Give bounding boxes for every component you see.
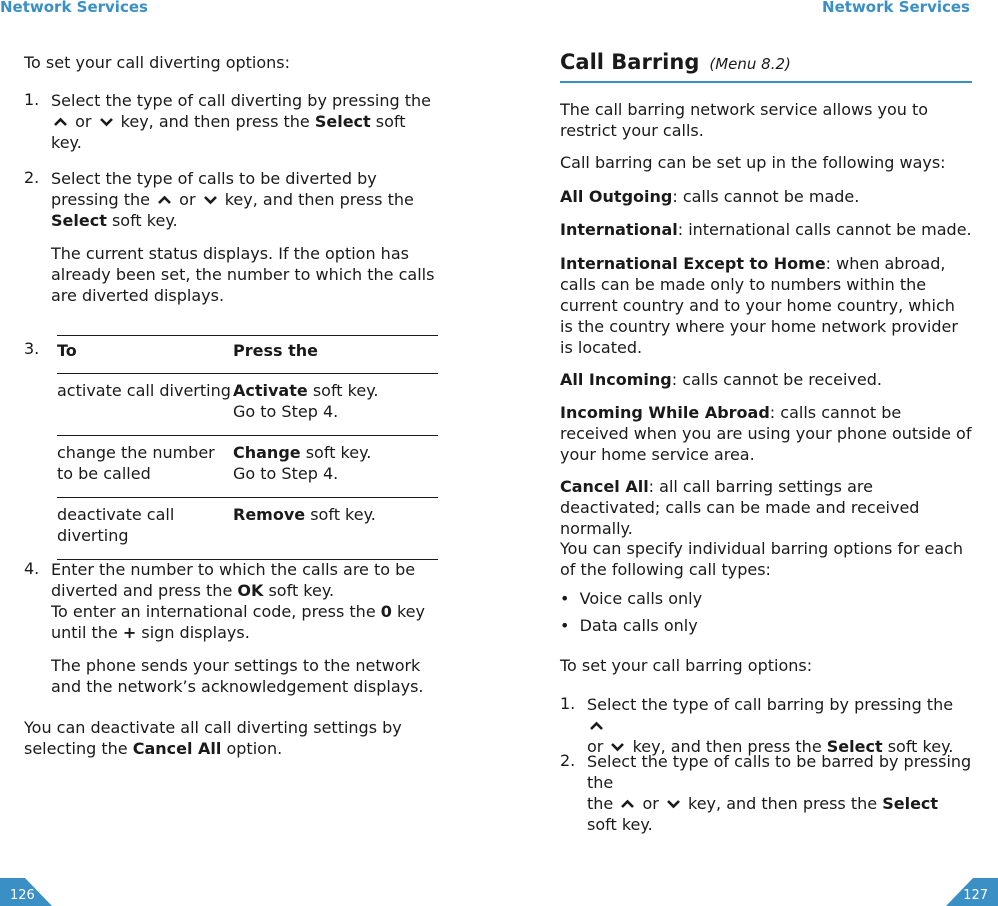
outro-text: option. [226,739,283,758]
page-number-right: 127 [963,888,988,903]
step-text: key until the [51,602,425,642]
set-intro: To set your call barring options: [560,656,813,675]
left-step-1 [24,90,438,153]
select-key-label: Select [826,737,883,756]
option-desc: : when abroad, calls can be made only to numbers within the current country and to your home country, which is the country where your home network provider is located. [560,254,958,357]
option-all-incoming [560,369,882,390]
option-all-outgoing [560,186,859,207]
step-text: sign displays. [141,623,250,642]
list-item [560,615,698,636]
page-number-tab-left [0,878,52,906]
step-text: To enter an international code, press the [51,602,376,621]
option-desc: : calls cannot be received. [671,370,882,389]
option-term: Cancel All [560,477,649,496]
up-arrow-icon [157,194,172,206]
table-cell-action: soft key. [310,505,376,524]
step-text: soft key. [887,737,954,756]
step-text: soft key. [587,815,653,834]
step-text: key, and then press the [120,112,310,131]
table-cell-action: soft key. [312,381,379,400]
or-text: or [642,794,659,813]
running-header-left: Network Services [0,0,148,16]
option-term: All Incoming [560,370,672,389]
up-arrow-icon [53,116,68,128]
option-international-except-home [560,253,972,358]
step-number: 2. [560,751,576,770]
cancel-all-label: Cancel All [132,739,222,758]
down-arrow-icon [203,194,218,206]
table-row [57,436,438,498]
step-4-note: The phone sends your settings to the network and the network’s acknowledgement displays. [51,656,424,696]
outro-text: You can deactivate all call diverting settings by selecting the [24,718,402,758]
option-term: All Outgoing [560,187,673,206]
bullet-icon: • [560,616,570,635]
option-desc: : calls cannot be made. [672,187,860,206]
step-number: 2. [24,168,40,187]
soft-key-label: Remove [233,505,306,524]
specify-text: You can specify individual barring options for each of the following call types: [560,539,964,579]
right-step-2: 2. Select the type of calls to be barred by pressing the the or key, and then press the Select soft key. [560,751,972,834]
option-term: International Except to Home [560,254,826,273]
down-arrow-icon [666,798,681,810]
option-term: Incoming While Abroad [560,403,770,422]
step-number: 1. [24,90,40,109]
step-text: soft key. [111,211,178,230]
table-cell-goto: Go to Step 4. [233,402,339,421]
table-cell-goto: Go to Step 4. [233,464,339,483]
step-text: key, and then press the [688,794,878,813]
option-desc: : international calls cannot be made. [677,220,972,239]
plus-sign-label: + [122,623,137,642]
option-international [560,219,980,240]
select-key-label: Select [882,794,939,813]
col-header-to: To [57,341,77,360]
right-intro: The call barring network service allows you to restrict your calls. [560,100,929,140]
zero-key-label: 0 [380,602,392,621]
up-arrow-icon [620,798,635,810]
list-item [560,588,702,609]
step-number: 1. [560,694,576,713]
select-key-label: Select [51,211,107,230]
down-arrow-icon [99,116,114,128]
table-cell-action: soft key. [305,443,372,462]
running-header-right: Network Services [822,0,970,16]
left-step-4 [24,559,438,643]
page-number-tab-right [946,878,998,906]
select-key-label: Select [314,112,371,131]
step-text: Select the type of call barring by pressing the [587,695,954,714]
bullet-icon: • [560,589,570,608]
table-header-row [57,336,438,374]
option-incoming-while-abroad [560,402,972,465]
section-title: Call Barring [560,50,700,74]
right-step-1 [560,694,972,757]
step-text: key, and then press the [224,190,414,209]
step-3-number: 3. [24,339,40,358]
table-row [57,374,438,436]
option-desc: : calls cannot be received when you are using your phone outside of your home service area. [560,403,972,464]
option-term: International [560,220,678,239]
option-desc: : all call barring settings are deactivated; calls can be made and received normally. [560,477,920,538]
section-title-bar [560,50,972,83]
step-text: Select the type of calls to be barred by pressing the [587,752,972,792]
step-text: soft key. [51,112,406,152]
step-text: key, and then press the [632,737,822,756]
left-outro [24,717,424,759]
or-text: or [587,737,604,756]
table-cell-to: deactivate call diverting [57,505,175,545]
table-row [57,498,438,560]
table-cell-to: change the number to be called [57,443,215,483]
left-step-2 [24,168,438,231]
status-note: The current status displays. If the option has already been set, the number to which the calls are diverted displays. [51,244,435,305]
soft-key-label: Change [233,443,301,462]
menu-reference: (Menu 8.2) [709,55,791,73]
list-item-text: Voice calls only [579,589,703,608]
list-item-text: Data calls only [579,616,698,635]
or-text: or [75,112,92,131]
soft-key-label: Activate [233,381,308,400]
divert-options-table [57,335,438,560]
col-header-press: Press the [233,341,318,360]
left-intro: To set your call diverting options: [24,53,291,72]
or-text: or [179,190,196,209]
step-text: soft key. [268,581,335,600]
page-number-left: 126 [10,888,35,903]
up-arrow-icon [589,720,604,732]
ok-key-label: OK [237,581,264,600]
option-cancel-all [560,476,972,539]
step-text: Enter the number to which the calls are to be diverted and press the [51,560,416,600]
step-text: Select the type of call diverting by pressing the [51,91,431,110]
step-text: Select the type of calls to be diverted by pressing the [51,169,377,209]
barring-ways: Call barring can be set up in the following ways: [560,153,946,172]
table-cell-to: activate call diverting [57,381,231,400]
step-number: 4. [24,559,40,578]
